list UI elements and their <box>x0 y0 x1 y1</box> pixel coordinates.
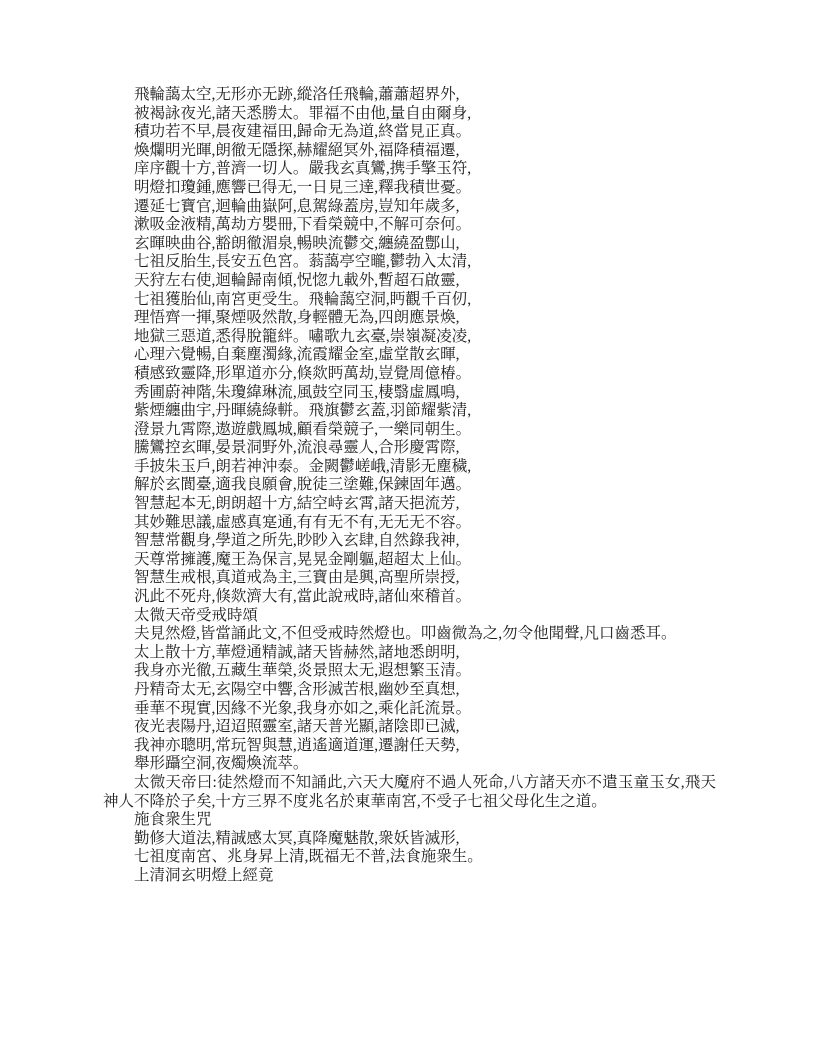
verse-line: 我神亦聰明,常玩智與慧,逍遙適道運,遷謝任天勢, <box>134 736 460 754</box>
verse-line: 紫煙纏曲宇,丹暉繞綠軿。飛旗鬱玄蓋,羽節耀紫清, <box>134 402 472 420</box>
prose-paragraph: 夫見然燈,皆當誦此文,不但受戒時然燈也。叩齒微為之,勿令他聞聲,凡口齒悉耳。 <box>134 625 677 643</box>
verse-line: 其妙難思議,虛感真寔通,有有无不有,无无无不容。 <box>134 513 472 531</box>
verse-line: 丹精奇太无,玄陽空中響,含形滅苦根,幽妙至真想, <box>134 681 460 698</box>
verse-line: 夜光表陽丹,迢迢照靈室,諸天普光顯,諸陰即已滅, <box>134 718 460 736</box>
verse-line: 被褐詠夜光,諸天悉勝太。罪福不由他,量自由爾身, <box>134 104 472 122</box>
verse-line: 七祖獲胎仙,南宮更受生。飛輪藹空洞,眄觀千百仞, <box>134 290 472 308</box>
verse-line: 地獄三惡道,悉得脫籠絆。嘯歌九玄臺,崇嶺凝凌凌, <box>134 327 472 345</box>
verse-line: 舉形躡空洞,夜燭煥流萃。 <box>134 755 309 773</box>
verse-line: 手披朱玉戶,朗若神沖泰。金闕鬱嵯峨,清影无塵穢, <box>134 457 472 475</box>
verse-line: 澄景九霄際,遨遊戲鳳城,顧看榮競子,一樂同朝生。 <box>134 420 472 438</box>
verse-line: 玄暉映曲谷,豁朗徹湄泉,暢映流鬱交,纏繞盈鄷山, <box>134 234 460 252</box>
verse-line: 我身亦光徹,五藏生華榮,炎景照太无,遐想繁玉清。 <box>134 662 472 680</box>
verse-line: 庠序觀十方,普濟一切人。嚴我玄真鸞,携手擎玉符, <box>134 160 472 178</box>
verse-line: 智慧常觀身,學道之所先,眇眇入玄肆,自然錄我神, <box>134 532 460 550</box>
verse-line: 解於玄閬臺,適我良願會,脫徒三塗難,保鍊固年邁。 <box>134 476 472 494</box>
verse-line: 七祖度南宮、兆身昇上清,既福无不普,法食施衆生。 <box>134 848 483 866</box>
verse-line: 太上散十方,華燈通精誠,諸天皆赫然,諸地悉朗明, <box>134 643 460 661</box>
verse-line: 七祖反胎生,長安五色宮。蓊藹亭空曨,鬱勃入太清, <box>134 253 472 271</box>
verse-line: 垂華不現實,因緣不光象,我身亦如之,乘化託流景。 <box>134 699 472 717</box>
verse-line: 理悟齊一揮,聚煙吸然散,身輕體无為,四朗應景煥, <box>134 309 460 327</box>
verse-line: 汎此不死舟,倏欻濟大有,當此說戒時,諸仙來稽首。 <box>134 588 472 606</box>
verse-line: 智慧起本无,朗朗超十方,結空峙玄霄,諸天挹流芳, <box>134 495 460 513</box>
colophon-line: 上清洞玄明燈上經竟 <box>134 866 274 884</box>
prose-paragraph: 太微天帝曰:徒然燈而不知誦此,六天大魔府不過人死命,八方諸天亦不遣玉童玉女,飛天神人不降於子矣,十方三界不度兆名於東華南宮,不受子七祖父母化生之道。 <box>103 773 716 810</box>
verse-line: 明燈扣瓊鍾,應響已得无,一日見三達,釋我積世憂。 <box>134 178 472 196</box>
verse-line: 積功若不早,晨夜建福田,歸命无為道,終當見正真。 <box>134 123 472 141</box>
verse-line: 遷延七寶官,迴輪曲嶽阿,息駕綠蓋房,豈知年歲多, <box>134 197 460 215</box>
section-heading: 太微天帝受戒時頌 <box>134 606 259 624</box>
verse-line: 騰鸞控玄暉,晏景洞野外,流浪尋靈人,合形慶霄際, <box>134 439 460 457</box>
verse-line: 煥爛明光暉,朗徹无隱探,赫耀絕冥外,福降積福遷, <box>134 141 460 159</box>
verse-line: 天狩左右使,迴輪歸南傾,怳惚九載外,暫超石啟靈, <box>134 271 460 289</box>
verse-line: 秀圃蔚神階,朱瓊緯琳流,風鼓空同玉,棲翳虛鳳鳴, <box>134 383 460 401</box>
section-heading: 施食衆生咒 <box>134 811 212 829</box>
verse-line: 心理六覺暢,自棄塵濁緣,流霞耀金室,虛堂散玄暉, <box>134 346 460 364</box>
verse-line: 勤修大道法,精誠感太冥,真降魔魅散,衆妖皆滅形, <box>134 829 460 847</box>
verse-line: 飛輪藹太空,无形亦无跡,縱洛任飛輪,蕭蕭超界外, <box>134 86 460 103</box>
scripture-text-body <box>103 86 716 886</box>
verse-line: 積感致靈降,形單道亦分,倏欻眄萬劫,豈覺周億椿。 <box>134 364 472 382</box>
verse-line: 智慧生戒根,真道戒為主,三寶由是興,高聖所崇授, <box>134 569 460 587</box>
verse-line: 漱吸金液精,萬劫方嬰冊,下看榮競中,不解可奈何。 <box>134 216 472 234</box>
verse-line: 天尊常擁護,魔王為保言,晃晃金剛軀,超超太上仙。 <box>134 550 472 568</box>
